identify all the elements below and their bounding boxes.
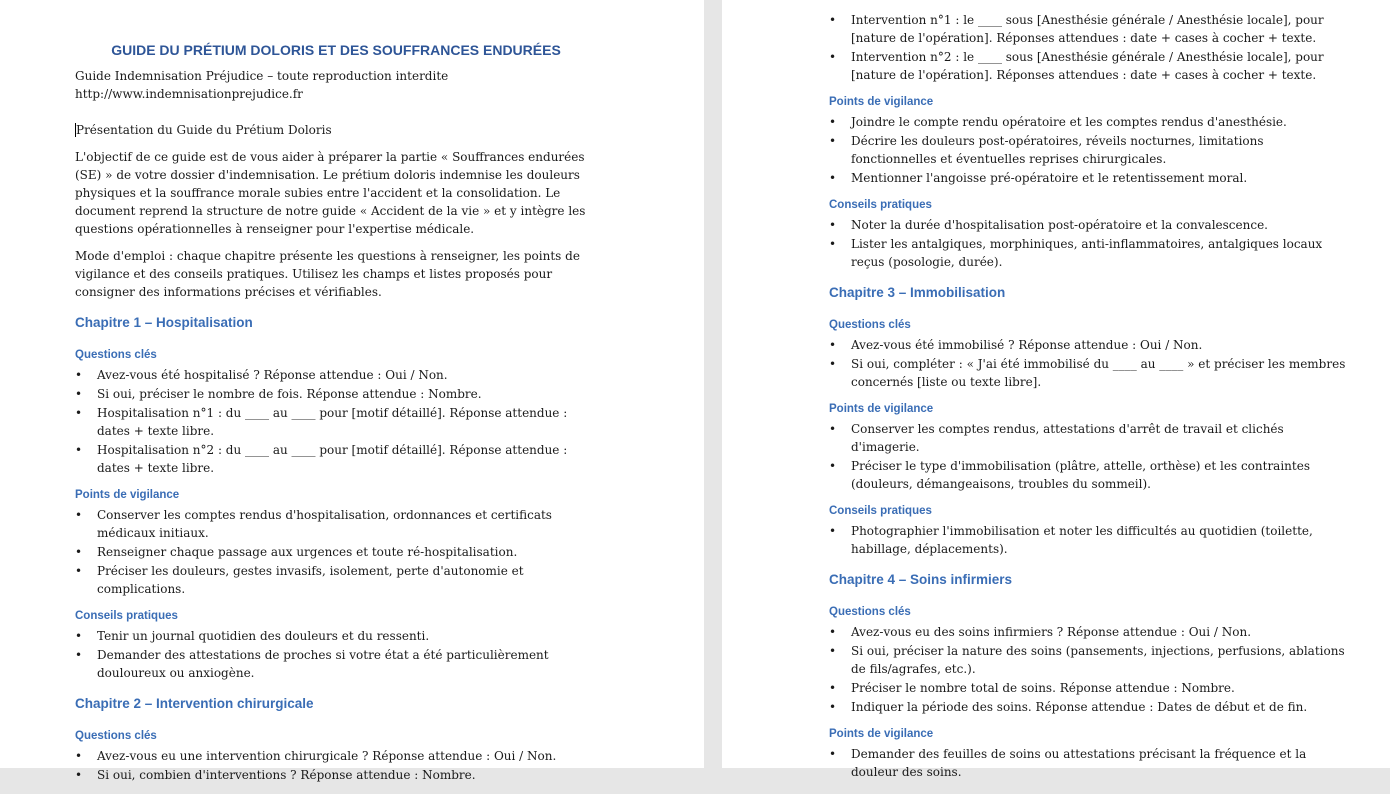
chapter-1-heading: Chapitre 1 – Hospitalisation [75,315,253,330]
list-item: • Joindre le compte rendu opératoire et les comptes rendus d'anesthésie. [829,113,1352,131]
presentation-line[interactable] [75,121,597,139]
document-url: http://www.indemnisationprejudice.fr [75,87,303,101]
mode-paragraph: Mode d'emploi : chaque chapitre présente les questions à renseigner, les points de vigilance et des conseils pratiques. Utilisez les champs et listes proposés pour consigner des informations précises et vérifiables. [75,249,580,299]
ch3-vigilance-list [829,420,1352,493]
list-item: • Noter la durée d'hospitalisation post-opératoire et la convalescence. [829,216,1352,234]
ch1-questions-list [75,366,597,477]
ch2-conseils-heading: Conseils pratiques [829,199,932,211]
list-item: • Avez-vous eu une intervention chirurgicale ? Réponse attendue : Oui / Non. [75,747,597,765]
document-page-left [0,0,704,782]
list-item: • Indiquer la période des soins. Réponse attendue : Dates de début et de fin. [829,698,1352,716]
list-item: • Demander des feuilles de soins ou attestations précisant la fréquence et la douleur des soins. [829,745,1352,781]
list-item: • Hospitalisation n°1 : du ____ au ____ pour [motif détaillé]. Réponse attendue : dates + texte libre. [75,404,597,440]
list-item: • Hospitalisation n°2 : du ____ au ____ pour [motif détaillé]. Réponse attendue : dates + texte libre. [75,441,597,477]
list-item: • Avez-vous été immobilisé ? Réponse attendue : Oui / Non. [829,336,1352,354]
list-item: • Intervention n°2 : le ____ sous [Anesthésie générale / Anesthésie locale], pour [nature de l'opération]. Réponses attendues : date + cases à cocher + texte. [829,48,1352,84]
list-item: • Avez-vous eu des soins infirmiers ? Réponse attendue : Oui / Non. [829,623,1352,641]
ch4-questions-list [829,623,1352,716]
document-title: GUIDE DU PRÉTIUM DOLORIS ET DES SOUFFRANCES ENDURÉES [111,42,561,58]
list-item: • Tenir un journal quotidien des douleurs et du ressenti. [75,627,597,645]
ch4-vigilance-list [829,745,1352,781]
ch2-conseils-list [829,216,1352,271]
ch4-questions-heading: Questions clés [829,606,911,618]
list-item: • Conserver les comptes rendus, attestations d'arrêt de travail et clichés d'imagerie. [829,420,1352,456]
ch1-questions-heading: Questions clés [75,349,157,361]
list-item: • Demander des attestations de proches si votre état a été particulièrement douloureux ou anxiogène. [75,646,597,682]
ch2-questions-list-cont [829,11,1352,84]
list-item: • Si oui, préciser le nombre de fois. Réponse attendue : Nombre. [75,385,597,403]
chapter-4-heading: Chapitre 4 – Soins infirmiers [829,572,1013,587]
chapter-2-heading: Chapitre 2 – Intervention chirurgicale [75,696,314,711]
list-item: • Préciser le type d'immobilisation (plâtre, attelle, orthèse) et les contraintes (douleurs, démangeaisons, troubles du sommeil). [829,457,1352,493]
ch3-questions-list [829,336,1352,391]
page-content-right [829,11,1352,791]
document-subtitle: Guide Indemnisation Préjudice – toute reproduction interdite [75,69,449,83]
ch2-vigilance-list [829,113,1352,187]
list-item: • Conserver les comptes rendus d'hospitalisation, ordonnances et certificats médicaux initiaux. [75,506,597,542]
page-content-left [75,40,597,794]
ch2-questions-heading: Questions clés [75,730,157,742]
ch3-vigilance-heading: Points de vigilance [829,403,934,415]
chapter-3-heading: Chapitre 3 – Immobilisation [829,285,1006,300]
ch1-vigilance-heading: Points de vigilance [75,489,180,501]
list-item: • Mentionner l'angoisse pré-opératoire et le retentissement moral. [829,169,1352,187]
list-item: • Lister les antalgiques, morphiniques, anti-inflammatoires, antalgiques locaux reçus (posologie, durée). [829,235,1352,271]
list-item: • Renseigner chaque passage aux urgences et toute ré-hospitalisation. [75,543,597,561]
list-item: • Si oui, préciser la nature des soins (pansements, injections, perfusions, ablations de fils/agrafes, etc.). [829,642,1352,678]
ch4-vigilance-heading: Points de vigilance [829,728,934,740]
list-item: • Préciser le nombre total de soins. Réponse attendue : Nombre. [829,679,1352,697]
ch3-questions-heading: Questions clés [829,319,911,331]
ch2-questions-list [75,747,597,784]
list-item: • Si oui, compléter : « J'ai été immobilisé du ____ au ____ » et préciser les membres concernés [liste ou texte libre]. [829,355,1352,391]
list-item: • Photographier l'immobilisation et noter les difficultés au quotidien (toilette, habillage, déplacements). [829,522,1352,558]
intro-paragraph: L'objectif de ce guide est de vous aider à préparer la partie « Souffrances endurées (SE) » de votre dossier d'indemnisation. Le prétium doloris indemnise les douleurs physiques et la souffrance morale subies entre l'accident et la consolidation. Le document reprend la structure de notre guide « Accident de la vie » et y intègre les questions opérationnelles à renseigner pour l'expertise médicale. [75,150,586,236]
presentation-text: Présentation du Guide du Prétium Doloris [76,123,332,137]
list-item: • Avez-vous été hospitalisé ? Réponse attendue : Oui / Non. [75,366,597,384]
list-item: • Décrire les douleurs post-opératoires, réveils nocturnes, limitations fonctionnelles et éventuelles reprises chirurgicales. [829,132,1352,168]
ch1-conseils-heading: Conseils pratiques [75,610,178,622]
list-item: • Préciser les douleurs, gestes invasifs, isolement, perte d'autonomie et complications. [75,562,597,598]
list-item: • Intervention n°1 : le ____ sous [Anesthésie générale / Anesthésie locale], pour [nature de l'opération]. Réponses attendues : date + cases à cocher + texte. [829,11,1352,47]
document-page-right [722,0,1390,779]
ch1-conseils-list [75,627,597,682]
ch3-conseils-list [829,522,1352,558]
ch1-vigilance-list [75,506,597,598]
list-item: • Si oui, combien d'interventions ? Réponse attendue : Nombre. [75,766,597,784]
ch2-vigilance-heading: Points de vigilance [829,96,934,108]
ch3-conseils-heading: Conseils pratiques [829,505,932,517]
